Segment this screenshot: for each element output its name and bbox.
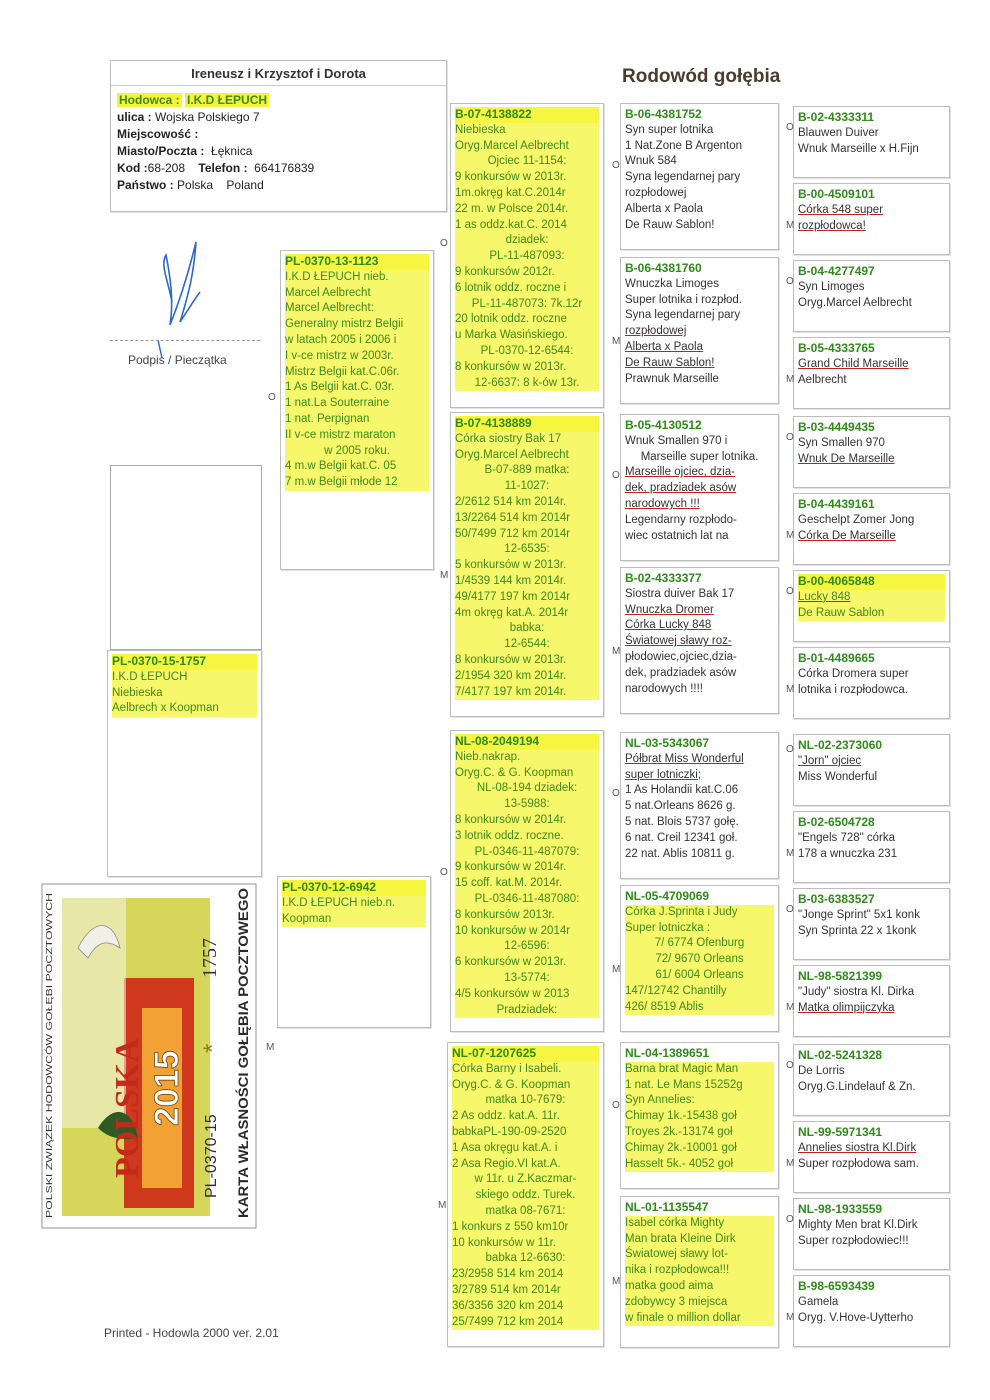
marker-m-gg8: M <box>612 1276 621 1287</box>
pedigree-line: 25/7499 712 km 2014 <box>452 1315 599 1331</box>
marker-m-ggg4: M <box>786 374 795 385</box>
ring-number: NL-99-5971341 <box>798 1125 883 1139</box>
stamp-star: * <box>199 1043 226 1053</box>
pedigree-line: Koopman <box>282 912 426 928</box>
pedigree-box-ggp5 <box>620 732 779 879</box>
pedigree-line: Niebieska <box>112 686 257 702</box>
pedigree-line: Oryg.G.Lindelauf & Zn. <box>798 1080 916 1093</box>
pedigree-line: Syn Limoges <box>798 280 865 293</box>
pedigree-box-gm2 <box>447 1042 604 1347</box>
pedigree-line: 13-5988: <box>455 797 599 813</box>
pedigree-line: PL-11-487073: 7k.12r <box>455 297 599 313</box>
pedigree-line: 426/ 8519 Ablis <box>625 1000 774 1016</box>
pedigree-line: Córka 548 super <box>798 203 884 216</box>
pedigree-line: Oryg.C. & G. Koopman <box>452 1078 599 1094</box>
pedigree-box-gggp4 <box>793 337 950 409</box>
ring-number: NL-05-4709069 <box>625 889 710 903</box>
pedigree-line: Córka Dromera super <box>798 667 909 680</box>
pedigree-box-gm1 <box>450 412 604 717</box>
pedigree-line: Córka siostry Bak 17 <box>455 432 599 448</box>
pedigree-line: babkaPL-190-09-2520 <box>452 1125 599 1141</box>
pedigree-box-gggp9 <box>793 734 950 806</box>
marker-m-ggg8: M <box>786 684 795 695</box>
marker-o-ggg1: O <box>786 122 794 133</box>
ring-number: NL-03-5343067 <box>625 736 710 750</box>
pedigree-line: "Engels 728" córka <box>798 831 896 844</box>
pedigree-line: Super rozpłodowa sam. <box>798 1157 919 1170</box>
pedigree-line: I v-ce mistrz w 2003r. <box>285 349 429 365</box>
marker-m-g4: M <box>438 1200 447 1211</box>
pedigree-line: 10 konkursów w 11r. <box>452 1236 599 1252</box>
photo-placeholder <box>110 465 262 650</box>
pedigree-box-ggp6 <box>620 885 779 1032</box>
pedigree-line: Super rozpłodowiec!!! <box>798 1234 909 1247</box>
ring-number: NL-01-1135547 <box>625 1200 709 1214</box>
pedigree-line: Grand Child Marseille <box>798 357 909 370</box>
pedigree-line: Syna legendarnej pary <box>625 171 741 184</box>
pedigree-line: Super lotnika i rozpłod. <box>625 293 742 306</box>
ring-number: B-04-4277497 <box>798 264 875 278</box>
marker-m-ggg12: M <box>786 1002 795 1013</box>
pedigree-line: narodowych !!!! <box>625 682 703 695</box>
pedigree-line: super lotniczki; <box>625 768 702 781</box>
ring-number: B-01-4489665 <box>798 651 875 665</box>
pedigree-line: 5 nat.Orleans 8626 g. <box>625 800 736 813</box>
pedigree-line: 13-5774: <box>455 971 599 987</box>
marker-m-gg2: M <box>612 336 621 347</box>
stamp-year: 2015 <box>148 1050 186 1126</box>
pedigree-line: Córka Lucky 848 <box>625 619 712 632</box>
pedigree-line: Oryg. V.Hove-Uytterho <box>798 1311 914 1324</box>
ring-number: B-98-6593439 <box>798 1279 875 1293</box>
stamp-country: POLSKA <box>109 1038 146 1178</box>
owner-city: Miasto/Poczta : Łęknica <box>117 144 253 158</box>
pedigree-line: 72/ 9670 Orleans <box>625 952 774 968</box>
pedigree-box-ggp2 <box>620 257 779 404</box>
ring-number: NL-07-1207625 <box>452 1046 599 1062</box>
marker-mother: M <box>266 1042 275 1053</box>
ownership-card-stamp <box>38 878 260 1234</box>
pedigree-box-gggp14 <box>793 1121 950 1193</box>
pedigree-box-gggp5 <box>793 416 950 488</box>
pedigree-line: 7/4177 197 km 2014r. <box>455 685 599 701</box>
pedigree-line: 49/4177 197 km 2014r <box>455 590 599 606</box>
pedigree-box-main <box>107 650 262 877</box>
ring-number: PL-0370-13-1123 <box>285 254 429 270</box>
ring-number: B-05-4130512 <box>625 418 702 432</box>
ring-number: B-02-6504728 <box>798 815 875 829</box>
pedigree-line: rozpłodowca! <box>798 219 866 232</box>
ring-number: NL-98-1933559 <box>798 1202 883 1216</box>
pedigree-box-gggp8 <box>793 647 950 719</box>
ring-number: B-07-4138822 <box>455 107 599 123</box>
pedigree-line: 9 konkursów 2012r. <box>455 265 599 281</box>
ring-number: NL-98-5821399 <box>798 969 883 983</box>
pedigree-line: 22 nat. Ablis 10811 g. <box>625 847 735 860</box>
stamp-card-title: KARTA WŁASNOŚCI GOŁĘBIA POCZTOWEGO <box>235 907 251 1218</box>
marker-o-ggg11: O <box>786 904 794 915</box>
pedigree-line: I.K.D ŁEPUCH nieb.n. <box>282 896 426 912</box>
pedigree-line: 2/2612 514 km 2014r. <box>455 495 599 511</box>
pedigree-line: De Rauw Sablon! <box>625 356 715 369</box>
pedigree-line: matka 08-7671: <box>452 1204 599 1220</box>
pedigree-line: Nieb.nakrap. <box>455 750 599 766</box>
pedigree-line: Siostra duiver Bak 17 <box>625 587 735 600</box>
ring-number: NL-02-2373060 <box>798 738 883 752</box>
ring-number: B-00-4065848 <box>798 574 945 590</box>
pedigree-line: dziadek: <box>455 233 599 249</box>
marker-m-ggg10: M <box>786 848 795 859</box>
pedigree-line: skiego oddz. Turek. <box>452 1188 599 1204</box>
pedigree-line: 1 nat. Perpignan <box>285 412 429 428</box>
marker-o-ggg13: O <box>786 1060 794 1071</box>
pedigree-line: Mighty Men brat Kl.Dirk <box>798 1218 918 1231</box>
pedigree-box-mother <box>277 876 431 1028</box>
pedigree-line: Marseille ojciec, dzia- <box>625 466 735 479</box>
pedigree-line: matka 10-7679: <box>452 1093 599 1109</box>
pedigree-line: Córka J.Sprinta i Judy <box>625 905 774 921</box>
signature-label: Podpis / Pieczątka <box>128 353 227 367</box>
pedigree-box-ggp4 <box>620 567 779 714</box>
pedigree-line: 5 nat. Blois 5737 gołę. <box>625 815 739 828</box>
pedigree-box-father <box>280 250 434 570</box>
pedigree-line: Generalny mistrz Belgii <box>285 317 429 333</box>
ring-number: PL-0370-12-6942 <box>282 880 426 896</box>
pedigree-line: Marcel Aelbrecht: <box>285 301 429 317</box>
marker-o-gg5: O <box>612 788 620 799</box>
pedigree-line: babka: <box>455 621 599 637</box>
pedigree-line: De Rauw Sablon <box>798 606 945 622</box>
marker-m-g2: M <box>440 570 449 581</box>
pedigree-line: Isabel córka Mighty <box>625 1216 774 1232</box>
pedigree-line: dek, pradziadek asów <box>625 482 737 495</box>
pedigree-box-gf1 <box>450 103 604 408</box>
pedigree-line: rozpłodowej <box>625 325 687 338</box>
pedigree-line: Gamela <box>798 1295 839 1308</box>
pedigree-line: 4 m.w Belgii kat.C. 05 <box>285 459 429 475</box>
pedigree-line: babka 12-6630: <box>452 1251 599 1267</box>
pedigree-line: 2/1954 320 km 2014r. <box>455 669 599 685</box>
signature-line <box>110 340 260 341</box>
pedigree-line: 12-6544: <box>455 637 599 653</box>
pedigree-line: 36/3356 320 km 2014 <box>452 1299 599 1315</box>
pedigree-line: w 2005 roku. <box>285 444 429 460</box>
marker-o-ggg5: O <box>786 432 794 443</box>
pedigree-line: Prawnuk Marseille <box>625 372 719 385</box>
pedigree-box-gggp15 <box>793 1198 950 1270</box>
pedigree-line: 12-6535: <box>455 542 599 558</box>
owner-details <box>111 86 446 200</box>
ring-number: B-02-4333311 <box>798 110 875 124</box>
pedigree-line: 9 konkursów w 2013r. <box>455 170 599 186</box>
marker-o-g1: O <box>440 238 448 249</box>
marker-o-ggg7: O <box>786 586 794 597</box>
pedigree-line: De Rauw Sablon! <box>625 218 715 231</box>
pedigree-line: Niebieska <box>455 123 599 139</box>
marker-o-ggg9: O <box>786 744 794 755</box>
pedigree-line: 3 lotnik oddz. roczne. <box>455 829 599 845</box>
ring-number: B-02-4333377 <box>625 571 702 585</box>
pedigree-box-gggp3 <box>793 260 950 332</box>
pedigree-line: 7 m.w Belgii młode 12 <box>285 475 429 491</box>
pedigree-line: Syna legendarnej pary <box>625 309 741 322</box>
marker-m-ggg14: M <box>786 1158 795 1169</box>
pedigree-box-gggp12 <box>793 965 950 1037</box>
pedigree-line: w finale o million dollar <box>625 1311 774 1327</box>
pedigree-line: Alberta x Paola <box>625 340 703 353</box>
ring-number: B-03-4449435 <box>798 420 875 434</box>
pedigree-line: I.K.D ŁEPUCH nieb. <box>285 270 429 286</box>
pedigree-line: De Lorris <box>798 1064 845 1077</box>
pedigree-line: B-07-889 matka: <box>455 463 599 479</box>
pedigree-line: wiec ostatnich lat na <box>625 529 729 542</box>
ring-number: B-06-4381760 <box>625 261 702 275</box>
pedigree-line: 2 Asa Regio.VI kat.A. <box>452 1157 599 1173</box>
owner-locality: Miejscowość : <box>117 127 199 141</box>
pedigree-box-ggp8 <box>620 1196 779 1348</box>
pedigree-line: zdobywcy 3 miejsca <box>625 1295 774 1311</box>
marker-m-gg6: M <box>612 964 621 975</box>
marker-o-g3: O <box>440 867 448 878</box>
pedigree-line: 2 As oddz. kat.A. 11r. <box>452 1109 599 1125</box>
pedigree-line: Wnuczka Dromer <box>625 603 714 616</box>
ring-number: NL-08-2049194 <box>455 734 599 750</box>
pedigree-line: Światowej sławy lot- <box>625 1247 774 1263</box>
pedigree-line: Światowej sławy roz- <box>625 635 732 648</box>
pedigree-line: Oryg.Marcel Aelbrecht <box>455 448 599 464</box>
pedigree-line: 1/4539 144 km 2014r. <box>455 574 599 590</box>
pedigree-box-gf2 <box>450 730 604 1032</box>
pedigree-line: 6 konkursów w 2013r. <box>455 955 599 971</box>
pedigree-line: 61/ 6004 Orleans <box>625 968 774 984</box>
marker-o-gg7: O <box>612 1100 620 1111</box>
pedigree-box-gggp6 <box>793 493 950 565</box>
owner-breeder: Hodowca : I.K.D ŁEPUCH <box>119 93 268 107</box>
pedigree-box-gggp7 <box>793 570 950 642</box>
pedigree-line: 1 nat.La Souterraine <box>285 396 429 412</box>
pedigree-line: NL-08-194 dziadek: <box>455 781 599 797</box>
pedigree-line: u Marka Wasińskiego. <box>455 328 599 344</box>
pedigree-line: 15 coff. kat.M. 2014r. <box>455 876 599 892</box>
owner-names: Ireneusz i Krzysztof i Dorota <box>111 61 446 86</box>
pedigree-line: Chimay 1k.-15438 goł <box>625 1109 774 1125</box>
ring-number: B-00-4509101 <box>798 187 875 201</box>
pedigree-line: 4m okręg kat.A. 2014r <box>455 606 599 622</box>
pedigree-box-gggp2 <box>793 183 950 255</box>
pedigree-line: I.K.D ŁEPUCH <box>112 670 257 686</box>
marker-m-ggg2: M <box>786 220 795 231</box>
stamp-ring: PL-0370-15 <box>203 1114 220 1198</box>
pedigree-line: Blauwen Duiver <box>798 126 879 139</box>
stamp-number: 1757 <box>199 938 221 978</box>
ring-number: NL-04-1389651 <box>625 1046 710 1060</box>
pedigree-line: Oryg.Marcel Aelbrecht <box>455 139 599 155</box>
stamp-org: POLSKI ZWIĄZEK HODOWCÓW GOŁĘBI POCZTOWYCH <box>44 992 54 1218</box>
pedigree-line: 20 lotnik oddz. roczne <box>455 312 599 328</box>
pedigree-line: "Jonge Sprint" 5x1 konk <box>798 908 920 921</box>
ring-number: B-05-4333765 <box>798 341 875 355</box>
pedigree-line: Barna brat Magic Man <box>625 1062 774 1078</box>
pedigree-line: w latach 2005 i 2006 i <box>285 333 429 349</box>
ring-number: NL-02-5241328 <box>798 1048 883 1062</box>
pedigree-line: 23/2958 514 km 2014 <box>452 1267 599 1283</box>
pedigree-line: Wnuk Smallen 970 i <box>625 434 728 447</box>
pedigree-line: Super lotniczka : <box>625 921 774 937</box>
pedigree-line: Oryg.C. & G. Koopman <box>455 766 599 782</box>
pedigree-line: Mistrz Belgii kat.C.06r. <box>285 365 429 381</box>
pedigree-line: 13/2264 514 km 2014r <box>455 511 599 527</box>
pedigree-line: 6 nat. Creil 12341 goł. <box>625 831 738 844</box>
owner-box <box>110 60 447 212</box>
pedigree-line: Marcel Aelbrecht <box>285 286 429 302</box>
pedigree-line: PL-0346-11-487080: <box>455 892 599 908</box>
pedigree-line: Syn Annelies: <box>625 1093 774 1109</box>
pedigree-line: Ojciec 11-1154: <box>455 154 599 170</box>
pedigree-line: Syn super lotnika <box>625 123 714 136</box>
pedigree-line: Matka olimpijczyka <box>798 1001 895 1014</box>
marker-o-ggg3: O <box>786 276 794 287</box>
pedigree-line: Aelbrech x Koopman <box>112 701 257 717</box>
marker-m-ggg16: M <box>786 1312 795 1323</box>
pedigree-line: Oryg.Marcel Aelbrecht <box>798 296 912 309</box>
pedigree-line: 50/7499 712 km 2014r <box>455 527 599 543</box>
pedigree-box-gggp10 <box>793 811 950 883</box>
pedigree-line: 1 as oddz.kat.C. 2014 <box>455 218 599 234</box>
pedigree-line: Troyes 2k.-13174 goł <box>625 1125 774 1141</box>
pedigree-line: PL-11-487093: <box>455 249 599 265</box>
pedigree-line: dek, pradziadek asów <box>625 666 737 679</box>
pedigree-line: 22 m. w Polsce 2014r. <box>455 202 599 218</box>
marker-m-ggg6: M <box>786 530 795 541</box>
pedigree-line: Wnuczka Limoges <box>625 277 719 290</box>
pedigree-line: Geschelpt Zomer Jong <box>798 513 915 526</box>
pedigree-box-ggp7 <box>620 1042 779 1189</box>
pedigree-line: 8 konkursów w 2014r. <box>455 813 599 829</box>
pedigree-line: płodowiec,ojciec,dzia- <box>625 650 737 663</box>
pedigree-line: Marseille super lotnika. <box>640 450 759 463</box>
pedigree-line: 4/5 konkursów w 2013 <box>455 987 599 1003</box>
pedigree-line: Aelbrecht <box>798 373 847 386</box>
pedigree-line: II v-ce mistrz maraton <box>285 428 429 444</box>
pedigree-line: 147/12742 Chantilly <box>625 984 774 1000</box>
ring-number: B-06-4381752 <box>625 107 702 121</box>
pedigree-line: 11-1027: <box>455 479 599 495</box>
pedigree-line: Wnuk 584 <box>625 155 677 168</box>
pedigree-line: 1 Nat.Zone B Argenton <box>625 139 742 152</box>
pedigree-box-gggp11 <box>793 888 950 960</box>
pedigree-line: Półbrat Miss Wonderful <box>625 752 744 765</box>
ring-number: PL-0370-15-1757 <box>112 654 257 670</box>
pedigree-line: Alberta x Paola <box>625 202 703 215</box>
pedigree-line: 1 As Holandii kat.C.06 <box>625 784 739 797</box>
pedigree-line: Wnuk Marseille x H.Fijn <box>798 142 919 155</box>
pedigree-box-gggp13 <box>793 1044 950 1116</box>
page-title: Rodowód gołębia <box>622 66 781 87</box>
owner-postcode: Kod :68-208 Telefon : 664176839 <box>117 161 315 175</box>
pedigree-line: 1 nat. Le Mans 15252g <box>625 1078 774 1094</box>
pedigree-line: Córka Barny i Isabeli. <box>452 1062 599 1078</box>
pedigree-line: Legendarny rozpłodo- <box>625 513 737 526</box>
pedigree-line: Pradziadek: <box>455 1003 599 1019</box>
pedigree-line: "Judy" siostra Kl. Dirka <box>798 985 915 998</box>
pedigree-line: 12-6596: <box>455 939 599 955</box>
pedigree-line: matka good aima <box>625 1279 774 1295</box>
owner-country: Państwo : Polska Poland <box>117 178 264 192</box>
pedigree-line: 178 a wnuczka 231 <box>798 847 898 860</box>
pedigree-line: Miss Wonderful <box>798 770 878 783</box>
pedigree-line: Annelies siostra Kl.Dirk <box>798 1141 917 1154</box>
pedigree-line: nika i rozpłodowca!!! <box>625 1263 774 1279</box>
pedigree-line: Lucky 848 <box>798 590 945 606</box>
pedigree-line: 1m.okręg kat.C.2014r <box>455 186 599 202</box>
owner-street: ulica : Wojska Polskiego 7 <box>117 110 260 124</box>
pedigree-line: w 11r. u Z.Kaczmar- <box>452 1172 599 1188</box>
ring-number: B-07-4138889 <box>455 416 599 432</box>
pedigree-line: Syn Smallen 970 <box>798 436 885 449</box>
printed-footer: Printed - Hodowla 2000 ver. 2.01 <box>104 1326 279 1340</box>
pedigree-line: 7/ 6774 Ofenburg <box>625 936 774 952</box>
pedigree-line: 12-6637: 8 k-ów 13r. <box>455 376 599 392</box>
pedigree-line: narodowych !!! <box>625 497 700 510</box>
pedigree-line: Man brata Kleine Dirk <box>625 1232 774 1248</box>
pedigree-line: 8 konkursów 2013r. <box>455 908 599 924</box>
pedigree-line: Chimay 2k.-10001 goł <box>625 1141 774 1157</box>
marker-o-gg1: O <box>612 160 620 171</box>
pedigree-line: Syn Sprinta 22 x 1konk <box>798 924 917 937</box>
pedigree-line: 8 konkursów w 2013r. <box>455 653 599 669</box>
pedigree-line: 3/2789 514 km 2014r <box>452 1283 599 1299</box>
pedigree-line: 6 lotnik oddz. roczne i <box>455 281 599 297</box>
pedigree-line: rozpłodowej <box>625 186 687 199</box>
pedigree-line: 10 konkursów w 2014r <box>455 924 599 940</box>
pedigree-line: 8 konkursów w 2013r. <box>455 360 599 376</box>
pedigree-box-gggp1 <box>793 106 950 178</box>
marker-father: O <box>268 392 276 403</box>
pedigree-line: 5 konkursów w 2013r. <box>455 558 599 574</box>
pedigree-box-ggp3 <box>620 414 779 561</box>
pedigree-line: 1 As Belgii kat.C. 03r. <box>285 380 429 396</box>
pedigree-line: Córka De Marseille <box>798 529 896 542</box>
pedigree-line: lotnika i rozpłodowca. <box>798 683 908 696</box>
pedigree-line: 9 konkursów w 2014r. <box>455 860 599 876</box>
pedigree-line: 1 konkurs z 550 km10r <box>452 1220 599 1236</box>
marker-m-gg4: M <box>612 646 621 657</box>
pedigree-line: Wnuk De Marseille <box>798 452 895 465</box>
pedigree-line: PL-0346-11-487079: <box>455 845 599 861</box>
pedigree-line: 1 Asa okręgu kat.A. i <box>452 1141 599 1157</box>
pedigree-box-ggp1 <box>620 103 779 250</box>
pedigree-line: PL-0370-12-6544: <box>455 344 599 360</box>
pedigree-line: "Jorn" ojciec <box>798 754 862 767</box>
ring-number: B-04-4439161 <box>798 497 875 511</box>
marker-o-gg3: O <box>612 470 620 481</box>
pedigree-box-gggp16 <box>793 1275 950 1347</box>
marker-o-ggg15: O <box>786 1214 794 1225</box>
ring-number: B-03-6383527 <box>798 892 875 906</box>
pedigree-line: Hasselt 5k.- 4052 goł <box>625 1157 774 1173</box>
